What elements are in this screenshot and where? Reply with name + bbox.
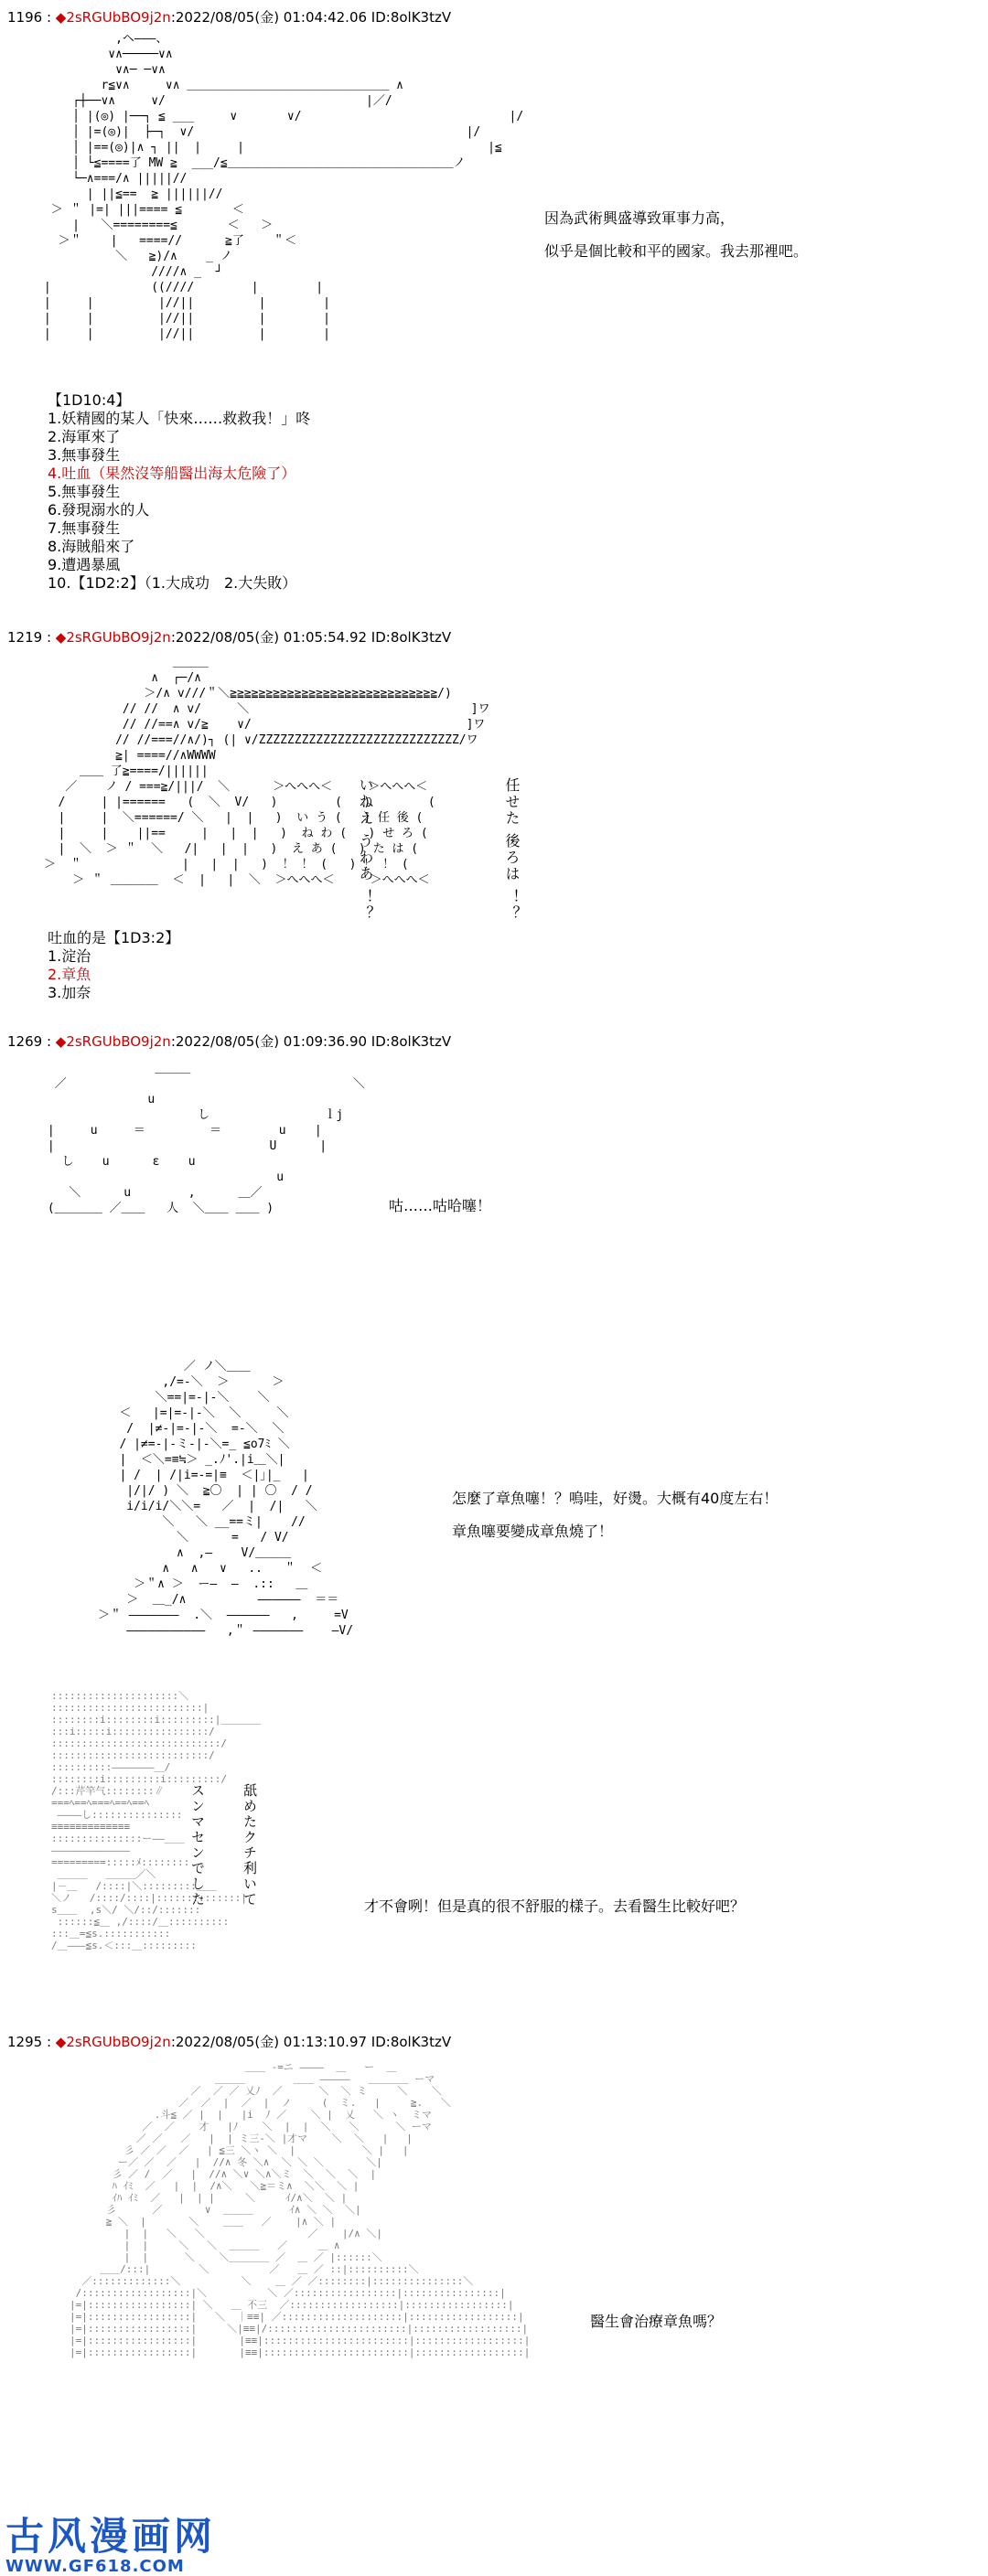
list-item: 10.【1D2:2】（1.大成功 2.大失敗） [48, 574, 297, 592]
ascii-art-figure-doctor: ＿＿ -=ニ ―――― ＿ ー ＿ ＿＿＿ ＿＿ ――――― ＿＿＿＿ ーマ ／ ／ ／ 乂ﾉ ／ ＼ ＼ ミ ＼ ＼ ／ ／ | ／ | ノ ( ミ. | ≧. ＼ .斗≦ ／ | | |i ﾉ ／ ＼ | 乂 ＼ ヽ ミマ ／ ／ 才 |ﾉ ＼ | | ＼ ＼ ＼ ーマ ／ ／ ／ | | ミ三-＼ |才マ ＼ ＼ | | 彡 ／ ／ ／ | ≦三 ＼ヽ ＼ | ＼ | | ー／ ／ ／ | //∧ 冬 ＼∧ ＼ ＼ ＼ ＼| 彡 ／ / ／ | //∧ ＼∨ ＼∧＼ミ ＼ ＼ ＼ | ﾊ ｲﾐ ／ | | /∧＼ ＼≧＝ミ∧ ＼＼ ＼ | ｲﾊ ｲﾐ ／ | | | ＼ ｲ/∧＼ ＼ | 彡 ／ ∨ ＿＿＿ ｲ∧ ＼ ＼ ＼| ≧ ＼ | ＼ ＿＿ ／ |∧ ＼ | | | ＼ ＼ ／ |/∧ ＼| | | ＼ ＼ ＿＿＿ ／ ＿ ∧ | | ＼ ＼＿＿＿＿ ／ ＿ ／ |::::::＼ ＿＿/:::| ＼ ／ ＿ ／ ::|::::::::::＼ ／:::::::::::::＼ ＼ ＿ ／ ／::::::::|:::::::::::::::＼ /::::::::::::::::::|＼ ＼ ／:::::::::::::::::|::::::::::::::::| |=|:::::::::::::::::| ＼ ＿ 不三 ／::::::::::::::::::|:::::::::::::::::| |=|:::::::::::::::::| ＼ ｜≡≡| ／::::::::::::::::::::|::::::::::::::::::| |=|:::::::::::::::::| ＼|≡≡|/:::::::::::::::::::::::|::::::::::::::::::| |=|:::::::::::::::::| |≡≡|::::::::::::::::::::::::|::::::::::::::::::| |=|:::::::::::::::::| |≡≡|::::::::::::::::::::::::|::::::::::::::::::| [70, 2061, 531, 2358]
vertical-line: 舐めたクチ利いて [242, 1783, 258, 1908]
dice-list [48, 391, 310, 593]
speech-line: 似乎是個比較和平的國家。我去那裡吧。 [544, 242, 809, 260]
ascii-art-figure-bowing: :::::::::::::::::::::＼ :::::::::::::::::::::::::| ::::::::i::::::::i:::::::::|＿＿＿＿ :::i:::::i::::::::::::::::/ ::::::::::::::::::::::::::::/ ::::::::::::::::::::::::::/ ::::::::::―――――――＿/ ::::::::i:::::::::i:::::::::/ /:::芹竿气::::::::∥ ===ﾍ==ﾍ===ﾍ==ﾍ==ﾍ ――――し::::::::::::::: ≡≡≡≡≡≡≡≡≡≡≡≡≡ :::::::::::::::ー――＿＿ ――――――――――――― =========:::::ﾒ:::::::: ＿＿＿ ＿＿＿／＼ |－＿ /::::|＼:::::::::＿＿ ＼ノ /::::/::::|::::::::::::::| s＿＿ ,s＼/ ＼/::/::::::: ::::::≦＿ ,/::::/＿:::::::::: :::＿=≦s.::::::::::: /＿―――≦s.＜:::＿::::::::: [51, 1690, 262, 1951]
post-sep: : [42, 1033, 56, 1050]
post-header [7, 1031, 451, 1051]
dice-list [48, 929, 179, 1002]
list-item-highlighted: 4.吐血（果然沒等船醫出海太危險了） [48, 465, 296, 482]
list-item: 8.海賊船來了 [48, 538, 135, 555]
post-trip: ◆2sRGUbBO9j2n [55, 2034, 171, 2050]
bubble-text: 任せた [503, 777, 521, 827]
dice-title: 【1D10:4】 [48, 391, 131, 409]
post-header [7, 2032, 451, 2051]
bubble-text: ！？ [357, 889, 374, 923]
ascii-art-figure-worried: ／ ノ＼＿＿ ,/=-＼ ＞ ＞ ＼==|=-|-＼ ＼ ＜ |=|=-|-＼ ＼ ＼ / |≠-|=-|-＼ =-＼ ＼ / |≠=-|-ミ-|-＼=_ ≦o7ﾐ ＼ | ＜＼=≡≒＞ _.ﾉ'.|i＿＼| | / | /|i=-=|≡ ＜|｣|_ | |/|/ ) ＼ ≧〇 | | 〇 / / i/i/i/＼＼= ／ | /| ＼ ＼ ＼ __==ミ| // ＼ = / V/ ∧ ,― V/＿＿＿ ∧ ∧ ∨ .. ＂ ＜ ＞＂∧ ＞ ー― ― .:: ＿ ＞ ＿_/∧ ―――――― ＝＝ ＞＂ ――――――― .＼ ―――――― , =V ――――――――――― ,＂ ――――――― ―V/ [97, 1360, 354, 1638]
list-item: 1.淀治 [48, 947, 91, 965]
bubble-right [501, 777, 521, 922]
list-item: 3.無事發生 [48, 446, 121, 464]
ascii-art-figure-sword-2: ＿＿＿ ∧ ┌─/∧ ＞/∧ v///＂＼≧≧≧≧≧≧≧≧≧≧≧≧≧≧≧≧≧≧≧≧≧≧≧≧≧≧≧≧≧/) // // ∧ v/ ＼ ]ワ // //==∧ v/≧ ∨/ ]ワ // //===//∧/)┐ (| ∨/ZZZZZZZZZZZZZZZZZZZZZZZZZZZZ/ワ ≧| ====//∧WWWW ＿＿ 了≧====/|||||| ／ ノ / ===≧/|||/ ＼ ＞へへへ＜ ＞へへへ＜ / | |====== ( ＼ V/ ) ( ) ( | | ＼======/ ＼ | | ) い う ( ) 任 後 ( | | ||== | | | ) ね わ ( ) せ ろ ( | ＼ ＞ ＂ ＼ /| | | ) え あ ( ) た は ( ＞ ＂ | | | ) ！ ！ ( ) ！ ！ ( ＞ ＂ ＿＿＿＿ ＜ | | ＼ ＞へへへ＜ ＞へへへ＜ [43, 656, 490, 887]
list-item: 1.妖精國的某人「快來……救救我！」咚 [48, 410, 311, 427]
speech-line: 章魚噻要變成章魚燒了！ [452, 1523, 614, 1540]
post-sep: : [42, 9, 56, 26]
speech-line: 因為武術興盛導致軍事力高， [544, 209, 736, 227]
list-item: 9.遭遇暴風 [48, 556, 121, 573]
ascii-art-figure-sword: ,ヘ―――、 ∨∧─────∨∧ ∨∧─ ─∨∧ r≦∨∧ ∨∧ ＿＿＿＿＿＿＿＿＿＿＿＿＿＿＿＿＿ ∧ ┌┼──∨∧ ∨/ |／/ │ |(◎) |──┐ ≦ ___ ∨ ∨/ |/ │ |=(◎)| ├─┐ ∨/ |/ │ |==(◎)|∧ ┐ || | | |≦ │ └≦====了 MW ≧ ___/≦＿＿＿＿＿＿＿＿＿＿＿＿＿＿＿＿＿＿＿ノ └─∧===/∧ |||||// | ||≦== ≧ ||||||// ＞ ＂ |=| |||==== ≦ ＜ | ＼========≦ ＜ ＞ ＞＂ | ====// ≧了 ＂＜ ＼ ≧)/∧ _ ノ ////∧ _ ┘ | ((//// | | | | |//|| | | | | |//|| | | | | |//|| | | [43, 32, 524, 341]
bubble-left [355, 777, 375, 922]
post-trip: ◆2sRGUbBO9j2n [55, 629, 171, 646]
dice-title: 吐血的是【1D3:2】 [48, 929, 180, 946]
post-header [7, 627, 451, 647]
list-item: 7.無事發生 [48, 519, 121, 537]
post-trip: ◆2sRGUbBO9j2n [55, 9, 171, 26]
list-item: 2.海軍來了 [48, 428, 121, 445]
bubble-text: うわあ [357, 833, 374, 883]
bubble-text: いねえ [357, 777, 374, 827]
list-item-highlighted: 2.章魚 [48, 966, 91, 983]
post-header [7, 7, 451, 27]
post-number: 1295 [7, 2034, 43, 2050]
vertical-line: スンマセンでした [189, 1783, 206, 1908]
watermark-url: WWW.GF618.COM [5, 2557, 185, 2576]
post-sep: : [42, 2034, 56, 2050]
site-watermark [5, 2514, 217, 2576]
post-number: 1196 [7, 9, 43, 26]
bubble-text: 後ろは [503, 833, 521, 883]
list-item: 3.加奈 [48, 984, 91, 1001]
speech-line: 醫生會治療章魚嗎？ [590, 2313, 723, 2330]
list-item: 5.無事發生 [48, 483, 121, 500]
post-meta: :2022/08/05(金) 01:09:36.90 ID:8olK3tzV [170, 1033, 452, 1050]
speech-line: 怎麼了章魚噻！？嗚哇，好燙。大概有40度左右！ [452, 1490, 779, 1507]
post-number: 1269 [7, 1033, 43, 1050]
post-number: 1219 [7, 629, 43, 646]
post-meta: :2022/08/05(金) 01:05:54.92 ID:8olK3tzV [170, 629, 452, 646]
post-meta: :2022/08/05(金) 01:13:10.97 ID:8olK3tzV [170, 2034, 452, 2050]
list-item: 6.發現溺水的人 [48, 501, 150, 518]
bubble-text: ！？ [503, 889, 521, 923]
speech-line: 咕……咕哈噻！ [389, 1197, 492, 1214]
ascii-art-closeup: ＿＿＿ ／ ＼ u し ｌj | u ＝ ＝ u | | U | し u ε u u ＼ u , ＿／ (＿＿＿＿ ／＿＿ 人 ＼＿＿ ＿＿ ) [47, 1062, 365, 1215]
post-trip: ◆2sRGUbBO9j2n [55, 1033, 171, 1050]
post-sep: : [42, 629, 56, 646]
speech-line: 才不會咧！但是真的很不舒服的樣子。去看醫生比較好吧？ [364, 1897, 746, 1915]
watermark-title: 古风漫画网 [5, 2514, 217, 2559]
post-meta: :2022/08/05(金) 01:04:42.06 ID:8olK3tzV [170, 9, 452, 26]
